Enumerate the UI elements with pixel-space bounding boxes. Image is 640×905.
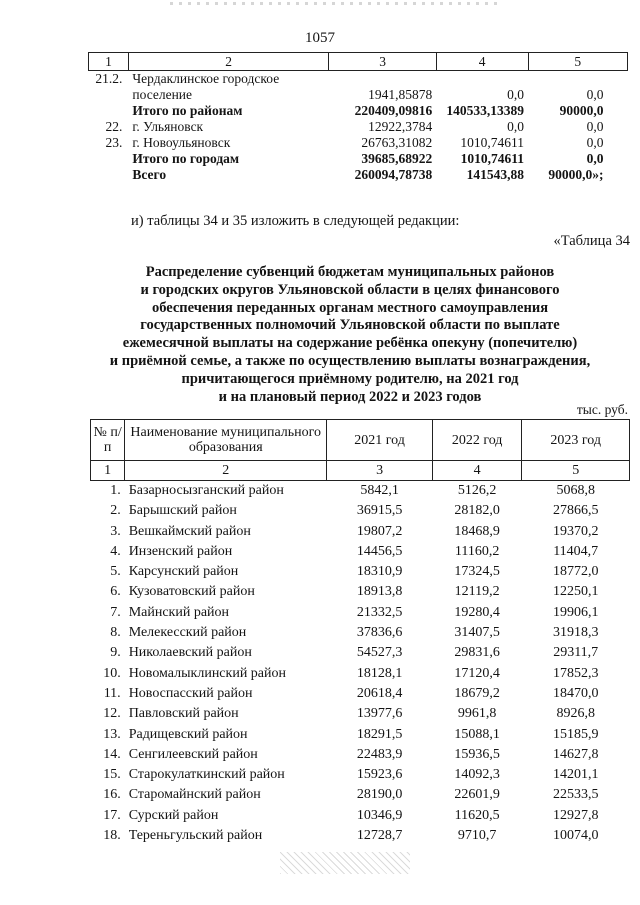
continuation-row bbox=[89, 135, 628, 151]
cell-name: Мелекесский район bbox=[128, 625, 247, 641]
cell-num: 4. bbox=[110, 543, 121, 559]
page-number: 1057 bbox=[305, 30, 335, 46]
cell-name: Сенгилеевский район bbox=[128, 746, 258, 762]
cell-v2021: 260094,78738 bbox=[354, 167, 433, 182]
cell-num: 5. bbox=[110, 564, 121, 580]
index-cell: 1 bbox=[91, 461, 125, 481]
cell-v2021: 22483,9 bbox=[356, 746, 403, 762]
cell-v2023: 90000,0 bbox=[559, 103, 604, 118]
cell-name: Кузоватовский район bbox=[128, 584, 255, 600]
cell-v2023: 19370,2 bbox=[552, 523, 599, 539]
cell-name: Новомалыклинский район bbox=[128, 665, 287, 681]
cell-num: 16. bbox=[103, 787, 121, 803]
index-cell: 5 bbox=[522, 461, 630, 481]
cell-v2022: 15088,1 bbox=[454, 726, 500, 742]
cell-v2023: 11404,7 bbox=[553, 543, 599, 559]
cell-name: Радищевский район bbox=[128, 726, 248, 742]
cell-v2022: 18468,9 bbox=[454, 523, 500, 539]
cell-v2021: 54527,3 bbox=[356, 645, 403, 661]
title-line: ежемесячной выплаты на содержание ребёнка опекуну (попечителю) bbox=[122, 335, 578, 352]
cell-num: 15. bbox=[103, 767, 121, 783]
cell-num: 11. bbox=[103, 685, 121, 701]
cell-v2023: 5068,8 bbox=[556, 483, 595, 498]
cell-v2023: 0,0 bbox=[586, 151, 604, 166]
cell-name: Инзенский район bbox=[128, 543, 233, 559]
cell-name: г. Ульяновск bbox=[132, 119, 204, 134]
cell-v2023 bbox=[528, 71, 628, 88]
cell-v2022: 19280,4 bbox=[454, 604, 500, 620]
index-cell: 3 bbox=[327, 461, 433, 481]
cell-v2021: 12922,3784 bbox=[368, 119, 433, 134]
cell-v2023: 17852,3 bbox=[552, 665, 599, 681]
cell-num: 7. bbox=[110, 604, 121, 620]
cell-v2022: 15936,5 bbox=[454, 746, 500, 762]
cell-v2021: 10346,9 bbox=[356, 807, 403, 823]
cell-num: 6. bbox=[110, 584, 121, 600]
continuation-row bbox=[89, 87, 628, 103]
cell-name: Карсунский район bbox=[128, 564, 239, 580]
index-cell: 2 bbox=[125, 461, 327, 481]
cell-name: Итого по городам bbox=[132, 151, 240, 166]
table-row bbox=[91, 684, 630, 704]
cell-v2022: 0,0 bbox=[507, 119, 524, 134]
continuation-row bbox=[89, 119, 628, 135]
cell-v2021: 18310,9 bbox=[356, 564, 403, 580]
table-row bbox=[91, 623, 630, 643]
cell-v2021: 5842,1 bbox=[360, 483, 399, 498]
cell-num: 1. bbox=[110, 483, 121, 498]
cell-v2021: 18291,5 bbox=[356, 726, 403, 742]
table-row bbox=[91, 643, 630, 663]
cell-v2023: 12927,8 bbox=[552, 807, 599, 823]
cell-v2021: 12728,7 bbox=[356, 828, 403, 844]
cell-name: Барышский район bbox=[128, 503, 237, 519]
cell-v2021: 20618,4 bbox=[356, 685, 403, 701]
title-line: и городских округов Ульяновской области в целях финансового bbox=[140, 281, 560, 298]
header-2022: 2022 год bbox=[432, 420, 521, 461]
title-line: государственных полномочий Ульяновской области по выплате bbox=[140, 317, 560, 334]
cell-v2023: 14627,8 bbox=[552, 746, 599, 762]
cell-v2022: 9710,7 bbox=[457, 828, 497, 844]
table-label: «Таблица 34 bbox=[553, 233, 630, 249]
cell-v2022: 0,0 bbox=[507, 87, 524, 102]
cell-num bbox=[89, 151, 129, 167]
cell-num: 23. bbox=[105, 135, 123, 150]
cell-name: Николаевский район bbox=[128, 645, 252, 661]
cell-num bbox=[89, 167, 129, 183]
cell-num: 9. bbox=[110, 645, 121, 661]
cell-v2022: 140533,13389 bbox=[446, 103, 524, 118]
table-row bbox=[91, 481, 630, 502]
header-cell: 3 bbox=[329, 53, 436, 71]
cell-v2021: 220409,09816 bbox=[354, 103, 433, 118]
cell-num: 3. bbox=[110, 523, 121, 539]
scan-shadow-top bbox=[170, 2, 500, 5]
cell-v2023: 27866,5 bbox=[552, 503, 599, 519]
cell-v2021: 18913,8 bbox=[356, 584, 403, 600]
table-row bbox=[91, 562, 630, 582]
cell-v2022: 5126,2 bbox=[457, 483, 497, 498]
cell-v2023: 18470,0 bbox=[552, 685, 599, 701]
header-2023: 2023 год bbox=[522, 420, 630, 461]
cell-num: 13. bbox=[103, 726, 121, 742]
cell-v2022: 14092,3 bbox=[454, 767, 500, 783]
cell-v2022: 22601,9 bbox=[454, 787, 500, 803]
cell-v2022: 1010,74611 bbox=[460, 135, 524, 150]
cell-name: Сурский район bbox=[128, 807, 219, 823]
cell-v2021: 37836,6 bbox=[356, 625, 403, 641]
cell-name: Вешкаймский район bbox=[128, 523, 251, 539]
header-num: № п/п bbox=[91, 420, 125, 461]
cell-v2022: 29831,6 bbox=[454, 645, 500, 661]
cell-name: Всего bbox=[132, 167, 167, 182]
cell-v2021: 1941,85878 bbox=[368, 87, 433, 102]
title-line: Распределение субвенций бюджетам муниципальных районов bbox=[145, 264, 555, 280]
cell-v2023: 12250,1 bbox=[552, 584, 599, 600]
cell-name: Итого по районам bbox=[132, 103, 243, 118]
units-label: тыс. руб. bbox=[576, 402, 628, 417]
cell-v2022 bbox=[436, 71, 528, 88]
table-row bbox=[91, 745, 630, 765]
scan-shadow-bottom bbox=[280, 852, 410, 874]
cell-num: 17. bbox=[103, 807, 121, 823]
subsidy-table bbox=[90, 419, 630, 846]
cell-v2023: 0,0 bbox=[586, 87, 604, 102]
cell-v2023: 10074,0 bbox=[552, 828, 599, 844]
cell-v2021 bbox=[329, 71, 436, 88]
title-line: причитающегося приёмному родителю, на 2021 год bbox=[181, 370, 519, 387]
cell-v2021: 21332,5 bbox=[356, 604, 403, 620]
index-cell: 4 bbox=[432, 461, 521, 481]
cell-v2022: 17324,5 bbox=[454, 564, 500, 580]
table-row bbox=[91, 704, 630, 724]
cell-name: Старомайнский район bbox=[128, 787, 261, 803]
cell-num: 21.2. bbox=[95, 71, 123, 86]
cell-v2022: 12119,2 bbox=[454, 584, 500, 600]
table-row bbox=[91, 725, 630, 745]
cell-num: 14. bbox=[103, 746, 121, 762]
cell-num: 12. bbox=[103, 706, 121, 722]
cell-num: 10. bbox=[103, 665, 121, 681]
cell-v2023: 31918,3 bbox=[552, 625, 599, 641]
cell-v2023: 18772,0 bbox=[552, 564, 599, 580]
continuation-row bbox=[89, 151, 628, 167]
table-row bbox=[91, 542, 630, 562]
subsidy-table-header bbox=[91, 420, 630, 461]
header-cell: 1 bbox=[89, 53, 129, 71]
cell-v2021: 18128,1 bbox=[356, 665, 403, 681]
cell-v2022: 11620,5 bbox=[454, 807, 500, 823]
cell-v2023: 14201,1 bbox=[552, 767, 599, 783]
amendment-note: и) таблицы 34 и 35 изложить в следующей редакции: bbox=[131, 213, 460, 229]
cell-num: 2. bbox=[110, 503, 121, 519]
cell-v2022: 141543,88 bbox=[466, 167, 524, 182]
cell-name: поселение bbox=[132, 87, 193, 102]
title-line: и приёмной семье, а также по осуществлению выплаты вознаграждения, bbox=[109, 352, 591, 369]
cell-name: Чердаклинское городское bbox=[132, 71, 280, 86]
continuation-table-header bbox=[89, 53, 628, 71]
cell-v2023: 90000,0»; bbox=[548, 167, 604, 182]
cell-v2023: 22533,5 bbox=[552, 787, 599, 803]
cell-v2022: 18679,2 bbox=[454, 685, 500, 701]
cell-name: Павловский район bbox=[128, 706, 239, 722]
cell-name: г. Новоульяновск bbox=[132, 135, 231, 150]
cell-v2021: 39685,68922 bbox=[361, 151, 433, 166]
header-cell: 5 bbox=[528, 53, 628, 71]
cell-v2021: 19807,2 bbox=[356, 523, 403, 539]
table-row bbox=[91, 785, 630, 805]
title-line: и на плановый период 2022 и 2023 годов bbox=[218, 388, 482, 405]
table-row bbox=[91, 826, 630, 846]
cell-v2023: 0,0 bbox=[586, 135, 604, 150]
column-index-row bbox=[91, 461, 630, 481]
cell-num: 18. bbox=[103, 828, 121, 844]
cell-v2022: 9961,8 bbox=[457, 706, 497, 722]
cell-v2021: 13977,6 bbox=[356, 706, 403, 722]
table-row bbox=[91, 806, 630, 826]
continuation-row bbox=[89, 167, 628, 183]
continuation-row bbox=[89, 71, 628, 88]
continuation-row bbox=[89, 103, 628, 119]
cell-v2023: 29311,7 bbox=[553, 645, 599, 661]
cell-v2023: 8926,8 bbox=[556, 706, 595, 722]
cell-v2021: 26763,31082 bbox=[361, 135, 433, 150]
title-line: обеспечения переданных органам местного самоуправления bbox=[151, 299, 549, 316]
continuation-table bbox=[88, 52, 628, 183]
header-name: Наименование муниципального образования bbox=[125, 420, 327, 461]
table-row bbox=[91, 582, 630, 602]
cell-name: Майнский район bbox=[128, 604, 230, 620]
cell-v2023: 19906,1 bbox=[552, 604, 599, 620]
cell-v2023: 0,0 bbox=[586, 119, 604, 134]
cell-v2022: 31407,5 bbox=[454, 625, 500, 641]
header-cell: 4 bbox=[436, 53, 528, 71]
cell-v2022: 17120,4 bbox=[454, 665, 500, 681]
cell-v2021: 28190,0 bbox=[356, 787, 403, 803]
cell-name: Базарносызганский район bbox=[128, 483, 284, 498]
cell-num: 22. bbox=[105, 119, 123, 134]
cell-v2021: 15923,6 bbox=[356, 767, 403, 783]
table-row bbox=[91, 603, 630, 623]
cell-v2021: 14456,5 bbox=[356, 543, 403, 559]
cell-v2022: 11160,2 bbox=[454, 543, 500, 559]
header-2021: 2021 год bbox=[327, 420, 433, 461]
cell-name: Тереньгульский район bbox=[128, 828, 263, 844]
cell-name: Новоспасский район bbox=[128, 685, 253, 701]
table-row bbox=[91, 765, 630, 785]
cell-v2023: 15185,9 bbox=[552, 726, 599, 742]
header-cell: 2 bbox=[128, 53, 329, 71]
table-row bbox=[91, 664, 630, 684]
cell-v2021: 36915,5 bbox=[356, 503, 403, 519]
table-row bbox=[91, 522, 630, 542]
cell-num bbox=[89, 103, 129, 119]
cell-name: Старокулаткинский район bbox=[128, 767, 285, 783]
cell-num: 8. bbox=[110, 625, 121, 641]
cell-v2022: 1010,74611 bbox=[460, 151, 524, 166]
table-title bbox=[60, 264, 640, 406]
table-row bbox=[91, 501, 630, 521]
cell-num bbox=[89, 87, 129, 103]
cell-v2022: 28182,0 bbox=[454, 503, 500, 519]
